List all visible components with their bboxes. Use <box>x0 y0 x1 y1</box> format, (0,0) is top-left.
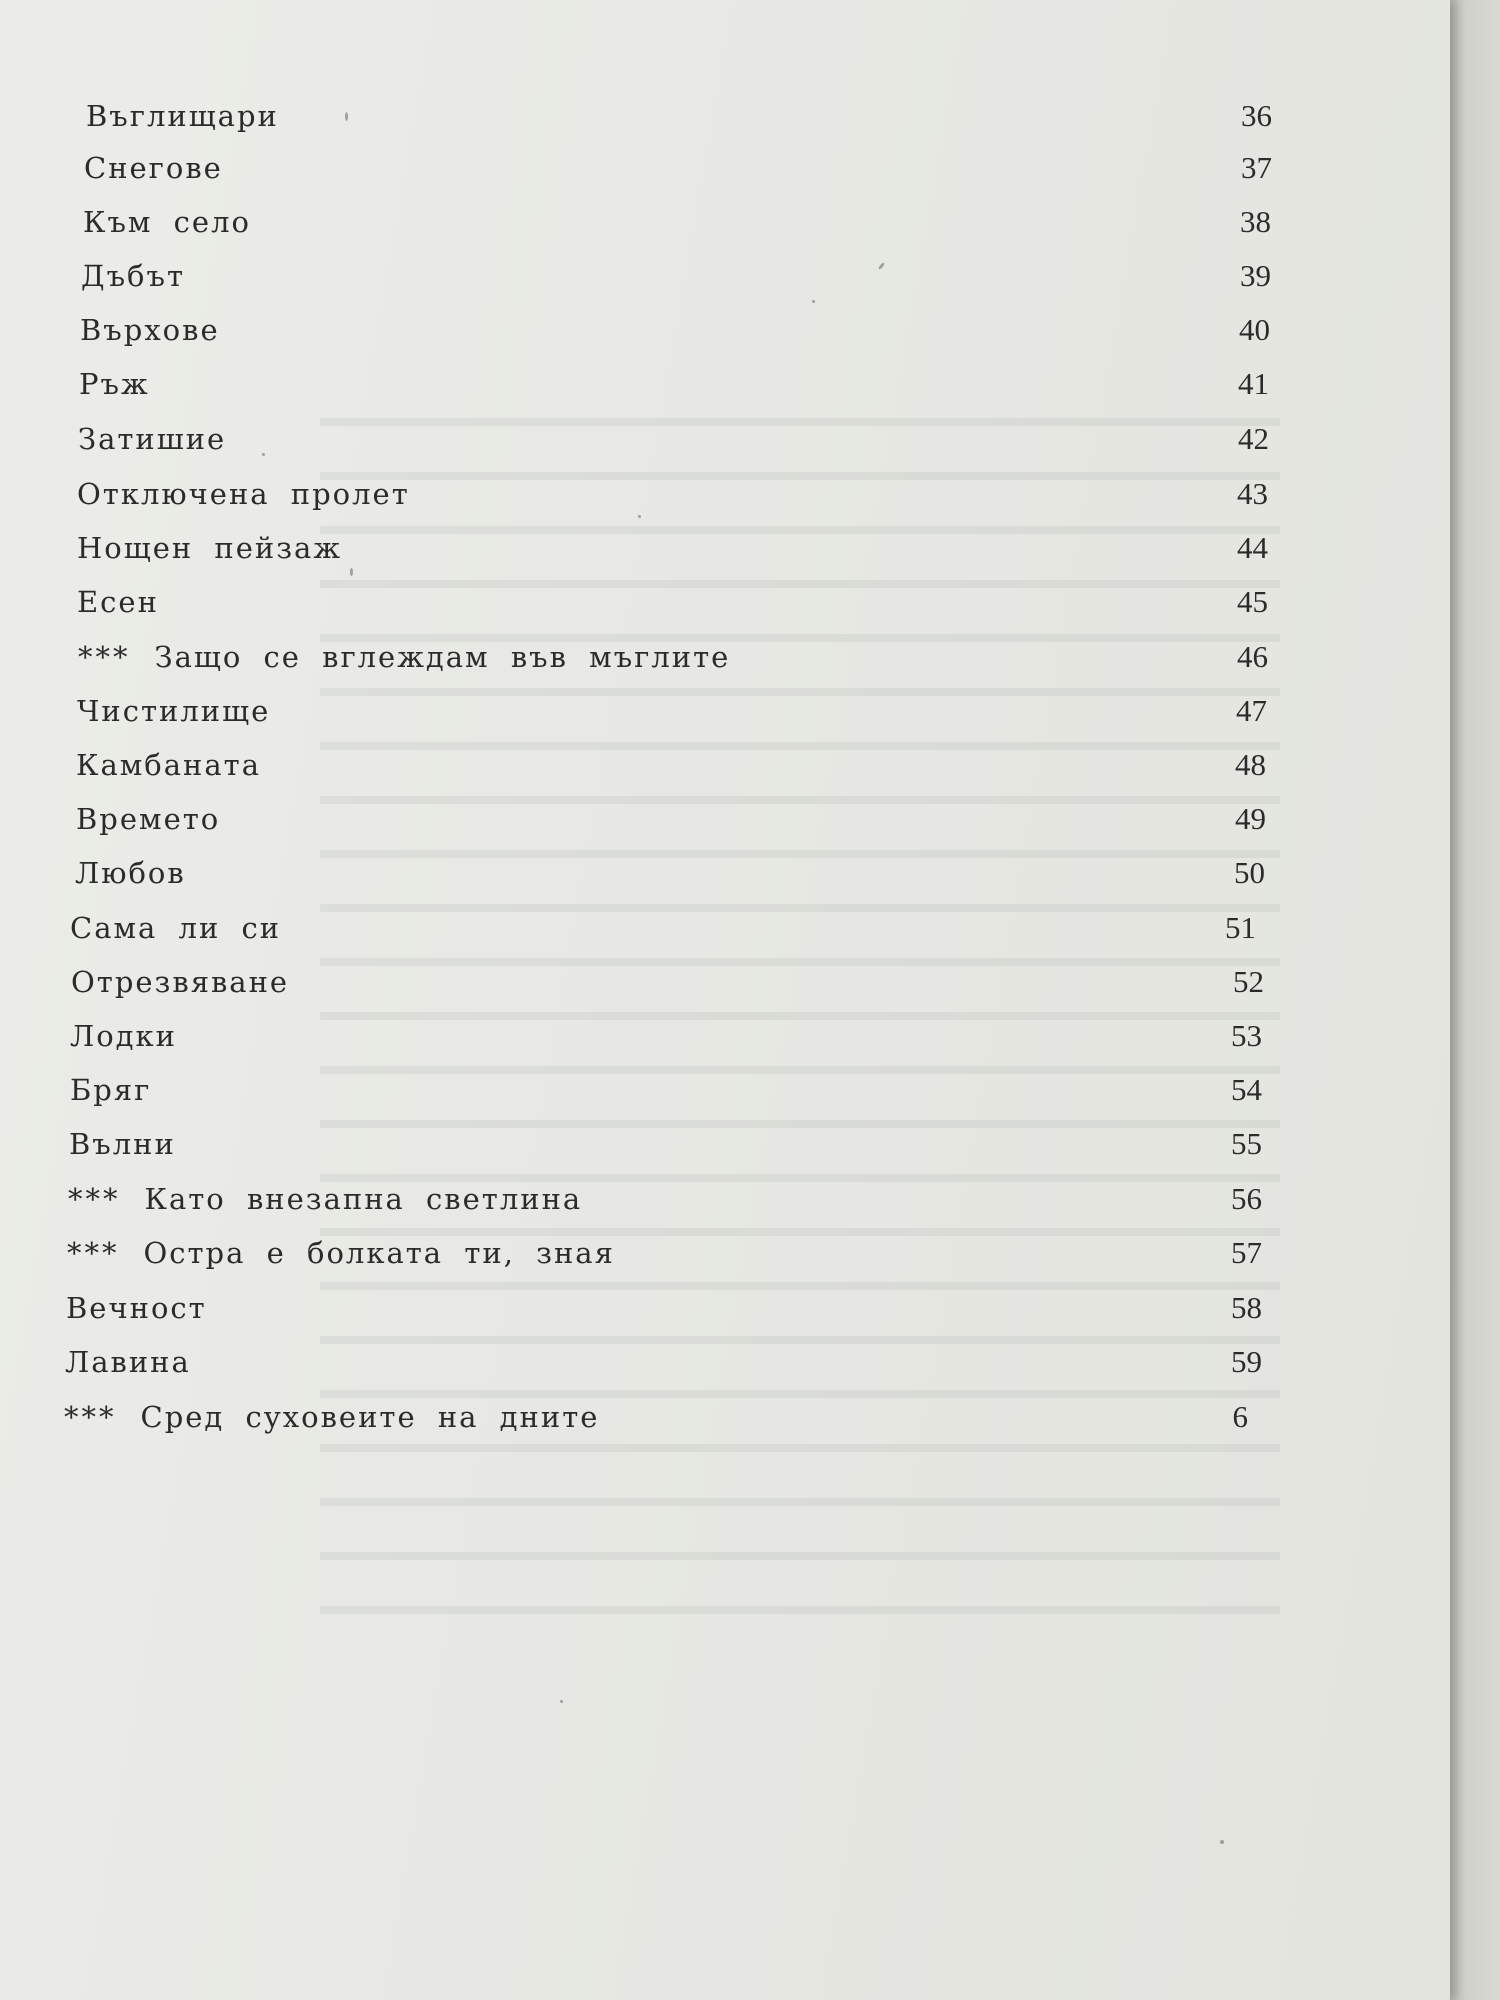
entry-page-number: 46 <box>1237 639 1268 674</box>
entry-title: Камбаната <box>76 748 261 782</box>
dot-leader <box>606 1177 1188 1221</box>
entry-page-number: 49 <box>1235 801 1266 836</box>
dot-leader <box>366 526 1194 570</box>
toc-entry[interactable] <box>75 851 1265 895</box>
dot-leader <box>639 1231 1188 1275</box>
dot-leader <box>210 851 1191 895</box>
entry-page-number: 53 <box>1231 1018 1262 1053</box>
entry-page-number: 58 <box>1231 1290 1262 1325</box>
toc-entry[interactable] <box>84 146 1272 190</box>
toc-entry[interactable] <box>70 1014 1262 1058</box>
dot-leader <box>303 94 1198 138</box>
entry-page-number: 54 <box>1231 1072 1262 1107</box>
entry-page-number: 56 <box>1231 1181 1262 1216</box>
toc-entry[interactable] <box>79 362 1269 406</box>
dot-leader <box>313 960 1190 1004</box>
toc-entry[interactable] <box>69 1122 1262 1166</box>
entry-page-number: 51 <box>1225 910 1256 945</box>
entry-title: Снегове <box>84 151 223 185</box>
entry-page-number: 42 <box>1238 421 1269 456</box>
entry-title: Времето <box>76 802 221 836</box>
entry-title: Отключена пролет <box>77 477 410 511</box>
dot-leader <box>294 689 1193 733</box>
entry-title: Отрезвяване <box>71 965 290 999</box>
entry-title: Остра е болката ти, зная <box>143 1236 615 1270</box>
toc-entry[interactable] <box>71 960 1264 1004</box>
entry-title: Вечност <box>66 1291 207 1325</box>
dot-leader <box>250 417 1195 461</box>
toc-entry[interactable] <box>86 94 1272 138</box>
entry-page-number: 48 <box>1235 747 1266 782</box>
dot-leader <box>275 200 1197 244</box>
toc-entry[interactable] <box>80 308 1270 352</box>
dot-leader <box>434 472 1194 516</box>
entry-page-number: 55 <box>1231 1126 1262 1161</box>
entry-title: Ръж <box>79 367 150 401</box>
entry-page-number: 38 <box>1240 204 1271 239</box>
dot-leader <box>200 1122 1188 1166</box>
entry-page-number: 44 <box>1237 530 1268 565</box>
entry-page-number: 36 <box>1241 98 1272 133</box>
toc-entry[interactable] <box>76 743 1266 787</box>
entry-title: Затишие <box>78 422 227 456</box>
toc-entry[interactable] <box>70 1068 1262 1112</box>
dot-leader <box>244 797 1192 841</box>
dot-leader <box>231 1286 1188 1330</box>
entry-page-number: 47 <box>1236 693 1267 728</box>
entry-stars: *** <box>67 1236 120 1270</box>
dot-leader <box>183 580 1194 624</box>
toc-entry[interactable] <box>77 472 1268 516</box>
entry-page-number: 39 <box>1240 258 1271 293</box>
entry-title: Нощен пейзаж <box>77 531 343 565</box>
entry-title: Дъбът <box>81 259 185 293</box>
entry-stars: *** <box>78 640 131 674</box>
entry-page-number: 43 <box>1237 476 1268 511</box>
entry-title: Лавина <box>65 1345 191 1379</box>
entry-title: Върхове <box>80 313 220 347</box>
toc-entry[interactable] <box>65 1340 1262 1384</box>
entry-title: Сама ли си <box>70 911 282 945</box>
entry-title: Чистилище <box>77 694 271 728</box>
entry-title: Лодки <box>70 1019 177 1053</box>
dot-leader <box>754 635 1194 679</box>
entry-title: Есен <box>77 585 159 619</box>
dot-leader <box>201 1014 1188 1058</box>
entry-title: Към село <box>83 205 251 239</box>
toc-entry[interactable] <box>78 417 1269 461</box>
entry-page-number: 40 <box>1239 312 1270 347</box>
entry-title: Защо се вглеждам във мъглите <box>154 640 731 674</box>
entry-title: Любов <box>75 856 186 890</box>
toc-entry[interactable] <box>66 1286 1262 1330</box>
toc-entry[interactable] <box>77 580 1268 624</box>
entry-stars: *** <box>68 1182 121 1216</box>
dot-leader <box>285 743 1192 787</box>
toc-entry[interactable] <box>76 797 1266 841</box>
toc-entry[interactable] <box>67 1231 1262 1275</box>
entry-page-number: 41 <box>1238 366 1269 401</box>
dot-leader <box>215 1340 1188 1384</box>
dot-leader <box>209 254 1197 298</box>
entry-page-number: 37 <box>1241 150 1272 185</box>
dot-leader <box>175 1068 1188 1112</box>
toc-entry[interactable] <box>68 1177 1262 1221</box>
entry-page-number: 50 <box>1234 855 1265 890</box>
page-edge <box>1450 0 1500 2000</box>
entry-page-number: 45 <box>1237 584 1268 619</box>
dot-leader <box>623 1395 1174 1439</box>
dot-leader <box>305 906 1182 950</box>
entry-page-number: 52 <box>1233 964 1264 999</box>
entry-title: Вълни <box>69 1127 176 1161</box>
entry-title: Въглищари <box>86 99 279 133</box>
toc-entry[interactable] <box>78 635 1268 679</box>
entry-page-number: 59 <box>1231 1344 1262 1379</box>
toc-entry[interactable] <box>64 1395 1248 1439</box>
toc-entry[interactable] <box>70 906 1256 950</box>
entry-page-number: 6 <box>1232 1399 1248 1434</box>
dot-leader <box>174 362 1195 406</box>
entry-stars: *** <box>64 1400 117 1434</box>
toc-entry[interactable] <box>77 526 1268 570</box>
dot-leader <box>247 146 1198 190</box>
entry-title: Като внезапна светлина <box>144 1182 583 1216</box>
toc-entry[interactable] <box>81 254 1271 298</box>
toc-entry[interactable] <box>77 689 1267 733</box>
dot-leader <box>244 308 1196 352</box>
entry-title: Бряг <box>70 1073 152 1107</box>
entry-page-number: 57 <box>1231 1235 1262 1270</box>
entry-title: Сред суховеите на дните <box>140 1400 600 1434</box>
toc-entry[interactable] <box>83 200 1271 244</box>
